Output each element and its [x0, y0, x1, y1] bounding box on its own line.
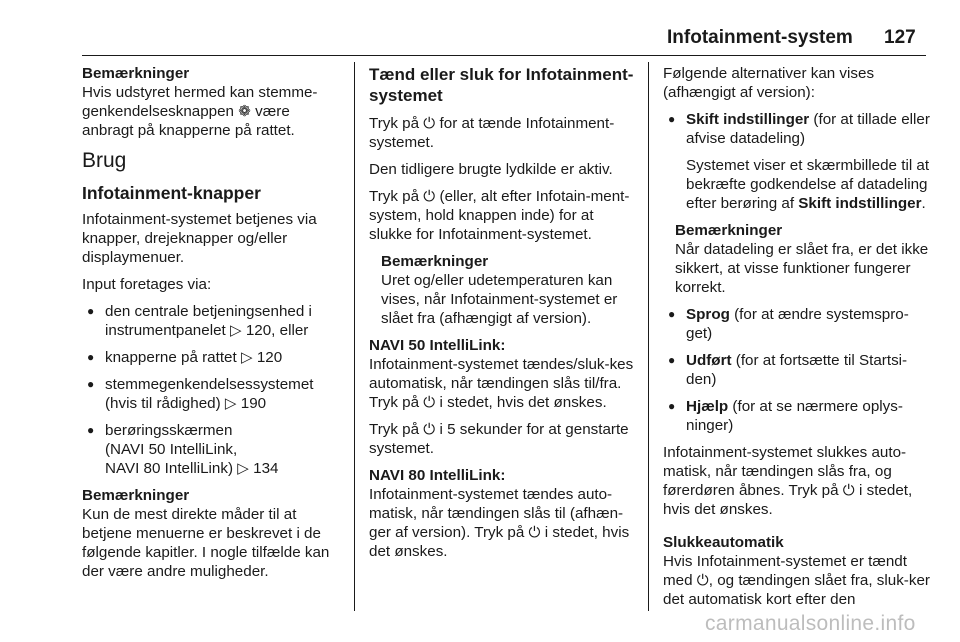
note-title: Bemærkninger — [381, 253, 489, 270]
note-text: Kun de mest direkte måder til at betjene menuerne er beskrevet i de følgende kapitler. I nogle tilfælde kan der være andre muligheder. — [82, 506, 330, 580]
option-name: Hjælp — [686, 398, 729, 415]
paragraph: Tryk på ⏻ for at tænde Infotainment-systemet. — [369, 115, 615, 151]
list-item-line: ● stemmegenkendelsessystemet — [105, 376, 314, 393]
note-text-line: Hvis udstyret hermed kan stemme- — [82, 84, 318, 101]
column-1 — [82, 64, 344, 589]
option-detail — [686, 156, 933, 213]
paragraph: Tryk på ⏻ (eller, alt efter Infotain-ment-system, hold knappen inde) for at slukke for Infotainment-systemet. — [369, 188, 630, 243]
paragraph: Hvis Infotainment-systemet er tændt med ⏻, og tændingen slået fra, sluk-ker det automatisk kort efter den — [663, 553, 930, 608]
note-data-sharing — [663, 221, 933, 297]
paragraph: Infotainment-systemet tændes auto-matisk, når tændingen slås til (afhæn-ger af version). Tryk på ⏻ i stedet, hvis det ønskes. — [369, 486, 630, 560]
subsection-heading-knapper: Infotainment-knapper — [82, 183, 261, 203]
note-text: Når datadeling er slået fra, er det ikke sikkert, at visse funktioner fungerer korrekt. — [675, 241, 929, 296]
option-desc: (for at se nærmere oplys-ninger) — [686, 398, 903, 434]
note-title: Bemærkninger — [82, 65, 190, 82]
note-text-line: anbragt på knapperne på rattet. — [82, 122, 295, 139]
list-item-line: (hvis til rådighed) ▷ 190 — [105, 395, 267, 412]
paragraph: Infotainment-systemet tændes/sluk-kes automatisk, når tændingen slås til/fra. Tryk på ⏻ i stedet, hvis det ønskes. — [369, 356, 634, 411]
input-method-list — [82, 302, 344, 478]
column-3 — [663, 64, 933, 609]
paragraph: Tryk på ⏻ i 5 sekunder for at genstarte systemet. — [369, 421, 629, 457]
option-desc: (for at tillade eller afvise datadeling) — [686, 111, 930, 147]
options-list — [663, 110, 933, 213]
note-voice-button — [82, 64, 344, 140]
list-item — [82, 302, 344, 340]
section-heading-brug: Brug — [82, 149, 127, 172]
header-rule — [82, 55, 926, 56]
paragraph: Input foretages via: — [82, 276, 212, 293]
note-title: Bemærkninger — [82, 487, 190, 504]
list-item-line: ● berøringsskærmen — [105, 422, 233, 439]
subheading-navi80: NAVI 80 IntelliLink: — [369, 467, 506, 484]
paragraph: Infotainment-systemet slukkes auto-matisk, når tændingen slås fra, og førerdøren åbnes. Tryk på ⏻ i stedet, hvis det ønskes. — [663, 444, 913, 518]
list-item-line: ● den centrale betjeningsenhed i — [105, 303, 312, 320]
paragraph: Følgende alternativer kan vises (afhængigt af version): — [663, 65, 875, 101]
option-detail-text: Systemet viser et skærmbillede til at bekræfte godkendelse af datadeling efter berøring af — [686, 157, 930, 212]
option-name: Udført — [686, 352, 732, 369]
list-item — [82, 348, 344, 367]
note-text-line: genkendelsesknappen ❁ være — [82, 103, 290, 120]
paragraph: Infotainment-systemet betjenes via knapper, drejeknapper og/eller displaymenuer. — [82, 211, 317, 266]
list-item — [663, 397, 933, 435]
note-title: Bemærkninger — [675, 222, 783, 239]
note-text: Uret og/eller udetemperaturen kan vises, når Infotainment-systemet er slået fra (afhængigt af version). — [381, 272, 618, 327]
section-heading-power: Tænd eller sluk for Infotainment-systemet — [369, 65, 634, 105]
subheading-navi50: NAVI 50 IntelliLink: — [369, 337, 506, 354]
list-item-line: instrumentpanelet ▷ 120, eller — [105, 322, 309, 339]
option-name: Skift indstillinger — [686, 111, 810, 128]
option-desc: (for at ændre systemspro-get) — [686, 306, 909, 342]
list-item — [663, 305, 933, 343]
list-item-line: (NAVI 50 IntelliLink, — [105, 441, 238, 458]
running-header-title: Infotainment-system — [667, 27, 853, 48]
list-item — [663, 351, 933, 389]
option-detail-text: . — [921, 195, 926, 212]
paragraph: Den tidligere brugte lydkilde er aktiv. — [369, 161, 613, 178]
option-name: Sprog — [686, 306, 730, 323]
column-divider-2 — [648, 62, 649, 611]
note-clock — [369, 252, 635, 328]
note-menus — [82, 486, 344, 581]
list-item-line: ● knapperne på rattet ▷ 120 — [105, 349, 283, 366]
list-item — [82, 375, 344, 413]
option-detail-bold: Skift indstillinger — [798, 195, 922, 212]
column-2 — [369, 64, 635, 569]
list-item — [663, 110, 933, 213]
page-number: 127 — [884, 27, 916, 48]
option-desc: (for at fortsætte til Startsi-den) — [686, 352, 908, 388]
options-list — [663, 305, 933, 435]
list-item-line: NAVI 80 IntelliLink) ▷ 134 — [105, 460, 279, 477]
watermark-text: carmanualsonline.info — [705, 612, 916, 635]
column-divider-1 — [354, 62, 355, 611]
subheading-auto-off: Slukkeautomatik — [663, 534, 784, 551]
list-item — [82, 421, 344, 478]
